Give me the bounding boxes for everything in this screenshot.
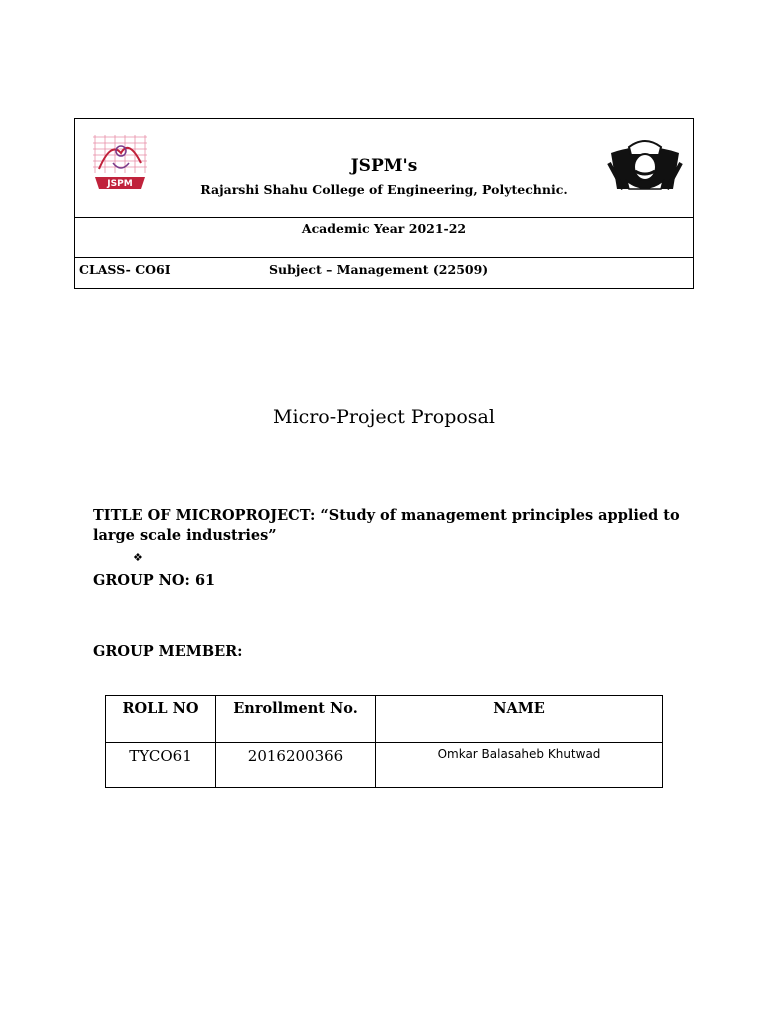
table-header-row xyxy=(106,696,663,743)
jspm-logo-text: JSPM xyxy=(107,179,133,189)
page-title: Micro-Project Proposal xyxy=(273,406,495,428)
microproject-title: TITLE OF MICROPROJECT: “Study of management principles applied to large scale industries” xyxy=(93,507,680,544)
group-member-heading: GROUP MEMBER: xyxy=(93,643,243,660)
college-name: Rajarshi Shahu College of Engineering, Polytechnic. xyxy=(200,182,568,197)
class-subject-row xyxy=(75,258,693,289)
class-label: CLASS- CO6I xyxy=(79,262,171,277)
academic-year-row xyxy=(75,217,693,258)
cell-name: Omkar Balasaheb Khutwad xyxy=(376,743,663,788)
subject-label: Subject – Management (22509) xyxy=(269,262,489,277)
cell-enrollment-no: 2016200366 xyxy=(216,743,376,788)
header-box xyxy=(74,118,694,289)
header-roll-no: ROLL NO xyxy=(106,696,216,743)
header-enrollment-no: Enrollment No. xyxy=(216,696,376,743)
founder-portrait-emblem-icon xyxy=(607,133,683,197)
table-row xyxy=(106,743,663,788)
cell-roll-no: TYCO61 xyxy=(106,743,216,788)
members-table xyxy=(105,695,663,788)
bullet-icon: ❖ xyxy=(133,551,143,564)
group-number: GROUP NO: 61 xyxy=(93,572,216,589)
header-name: NAME xyxy=(376,696,663,743)
header-top xyxy=(75,119,693,218)
org-name: JSPM's xyxy=(350,156,418,176)
academic-year: Academic Year 2021-22 xyxy=(301,221,467,236)
